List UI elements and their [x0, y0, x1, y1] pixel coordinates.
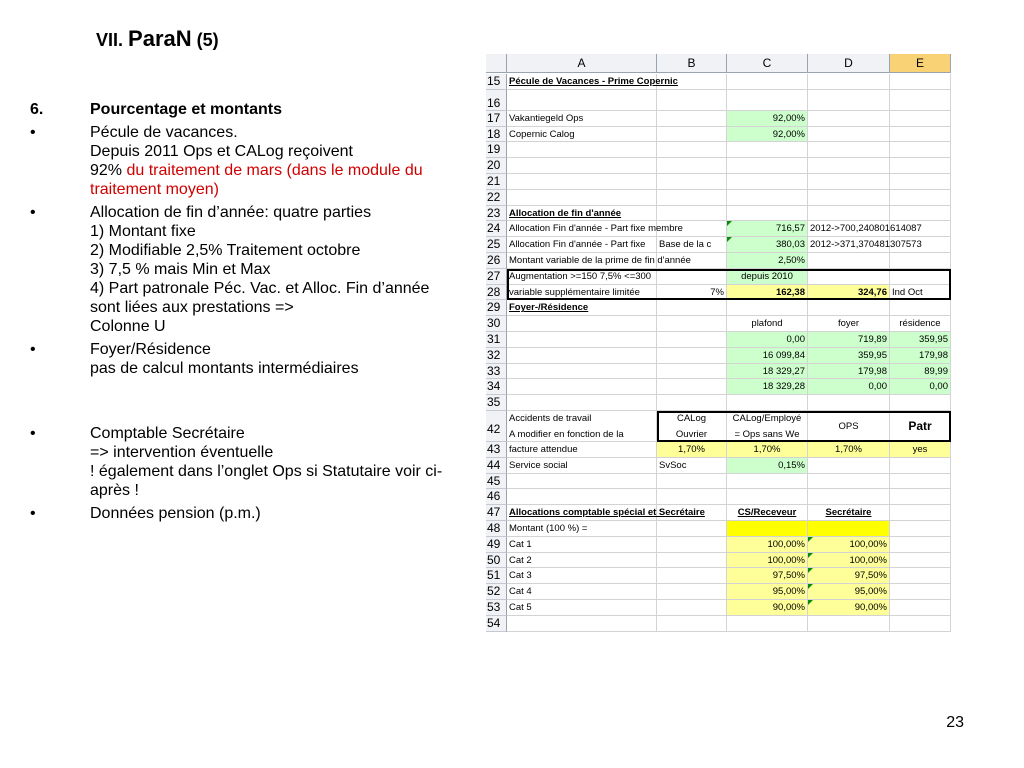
- row-header[interactable]: 32: [486, 348, 507, 364]
- bullet-marker: •: [30, 505, 36, 522]
- cell-text-line: Accidents de travail: [509, 413, 592, 424]
- cell-e43[interactable]: yes: [890, 442, 951, 458]
- bullet-item: [30, 504, 445, 523]
- column-header-c[interactable]: C: [727, 54, 808, 73]
- cell-e47[interactable]: [890, 505, 951, 521]
- cell-b32[interactable]: [657, 348, 727, 364]
- cell-e20[interactable]: [890, 158, 951, 174]
- cell-e21[interactable]: [890, 174, 951, 190]
- cell-c32[interactable]: 16 099,84: [727, 348, 808, 364]
- cell-e22[interactable]: [890, 190, 951, 206]
- cell-b16[interactable]: [657, 90, 727, 111]
- cell-e54[interactable]: [890, 616, 951, 632]
- cell-d49[interactable]: 100,00%: [808, 537, 890, 553]
- cell-d18[interactable]: [808, 127, 890, 143]
- cell-b19[interactable]: [657, 142, 727, 158]
- cell-b23[interactable]: [657, 206, 727, 222]
- cell-b47[interactable]: [657, 505, 727, 521]
- cell-e31[interactable]: 359,95: [890, 332, 951, 348]
- cell-d28[interactable]: 324,76: [808, 285, 890, 301]
- cell-c31[interactable]: 0,00: [727, 332, 808, 348]
- spacer: [30, 382, 445, 424]
- row-header[interactable]: 26: [486, 253, 507, 269]
- row-header[interactable]: 53: [486, 600, 507, 616]
- cell-a27[interactable]: Augmentation >=150 7,5% <=300: [507, 269, 657, 285]
- title-suffix: (5): [196, 30, 219, 50]
- cell-b35[interactable]: [657, 395, 727, 411]
- cell-c22[interactable]: [727, 190, 808, 206]
- cell-a28[interactable]: variable supplémentaire limitée: [507, 285, 657, 301]
- cell-c43[interactable]: 1,70%: [727, 442, 808, 458]
- cell-c35[interactable]: [727, 395, 808, 411]
- row-header[interactable]: 34: [486, 379, 507, 395]
- bullet-line: Pécule de vacances.: [90, 124, 238, 141]
- page-number: 23: [946, 714, 964, 731]
- cell-e27[interactable]: [890, 269, 951, 285]
- cell-a17[interactable]: Vakantiegeld Ops: [507, 111, 657, 127]
- bullet-line: Données pension (p.m.): [90, 505, 261, 522]
- cell-a34[interactable]: [507, 379, 657, 395]
- cell-b49[interactable]: [657, 537, 727, 553]
- cell-c45[interactable]: [727, 474, 808, 490]
- cell-b26[interactable]: [657, 253, 727, 269]
- bullet-line: 3) 7,5 % mais Min et Max: [90, 261, 271, 278]
- cell-c26[interactable]: 2,50%: [727, 253, 808, 269]
- select-all-corner[interactable]: [486, 54, 507, 73]
- cell-a23[interactable]: Allocation de fin d'année: [507, 206, 657, 222]
- row-header[interactable]: 45: [486, 474, 507, 490]
- row-header[interactable]: 46: [486, 489, 507, 505]
- cell-b53[interactable]: [657, 600, 727, 616]
- cell-a22[interactable]: [507, 190, 657, 206]
- cell-a31[interactable]: [507, 332, 657, 348]
- cell-a15[interactable]: Pécule de Vacances - Prime Copernic: [507, 74, 657, 90]
- row-header[interactable]: 49: [486, 537, 507, 553]
- cell-a25[interactable]: Allocation Fin d'année - Part fixe: [507, 237, 657, 253]
- cell-a50[interactable]: Cat 2: [507, 553, 657, 569]
- row-header[interactable]: 16: [486, 90, 507, 111]
- heading-number: 6.: [30, 101, 44, 118]
- cell-d46[interactable]: [808, 489, 890, 505]
- bullet-line: Comptable Secrétaire: [90, 425, 245, 442]
- cell-e45[interactable]: [890, 474, 951, 490]
- row-header[interactable]: 27: [486, 269, 507, 285]
- cell-text-line: A modifier en fonction de la: [509, 428, 624, 440]
- cell-d15[interactable]: [808, 74, 890, 90]
- cell-d29[interactable]: [808, 300, 890, 316]
- cell-a33[interactable]: [507, 364, 657, 380]
- cell-e16[interactable]: [890, 90, 951, 111]
- row-header[interactable]: 23: [486, 206, 507, 222]
- row-header[interactable]: 48: [486, 521, 507, 537]
- cell-e26[interactable]: [890, 253, 951, 269]
- spreadsheet-image: [486, 54, 953, 677]
- cell-c47[interactable]: CS/Receveur: [727, 505, 808, 521]
- cell-d33[interactable]: 179,98: [808, 364, 890, 380]
- cell-e42[interactable]: Patr: [890, 411, 951, 442]
- bullet-line: 1) Montant fixe: [90, 223, 196, 240]
- cell-e50[interactable]: [890, 553, 951, 569]
- cell-b48[interactable]: [657, 521, 727, 537]
- cell-e44[interactable]: [890, 458, 951, 474]
- cell-b15[interactable]: [657, 74, 727, 90]
- cell-d48[interactable]: [808, 521, 890, 537]
- cell-d16[interactable]: [808, 90, 890, 111]
- cell-a18[interactable]: Copernic Calog: [507, 127, 657, 143]
- cell-c23[interactable]: [727, 206, 808, 222]
- bullet-marker: •: [30, 341, 36, 358]
- cell-d51[interactable]: 97,50%: [808, 568, 890, 584]
- row-header[interactable]: 33: [486, 364, 507, 380]
- cell-a48[interactable]: Montant (100 %) =: [507, 521, 657, 537]
- cell-a19[interactable]: [507, 142, 657, 158]
- bullet-line: 2) Modifiable 2,5% Traitement octobre: [90, 242, 361, 259]
- cell-b51[interactable]: [657, 568, 727, 584]
- bullet-marker: •: [30, 425, 36, 442]
- cell-c49[interactable]: 100,00%: [727, 537, 808, 553]
- cell-e53[interactable]: [890, 600, 951, 616]
- cell-c46[interactable]: [727, 489, 808, 505]
- cell-a43[interactable]: facture attendue: [507, 442, 657, 458]
- cell-e29[interactable]: [890, 300, 951, 316]
- comment-indicator-icon: [808, 600, 813, 605]
- cell-b34[interactable]: [657, 379, 727, 395]
- row-header[interactable]: 21: [486, 174, 507, 190]
- row-header[interactable]: 18: [486, 127, 507, 143]
- cell-e19[interactable]: [890, 142, 951, 158]
- cell-e35[interactable]: [890, 395, 951, 411]
- cell-e30[interactable]: résidence: [890, 316, 951, 332]
- cell-b18[interactable]: [657, 127, 727, 143]
- column-header-e[interactable]: E: [890, 54, 951, 73]
- comment-indicator-icon: [808, 568, 813, 573]
- cell-c21[interactable]: [727, 174, 808, 190]
- cell-c16[interactable]: [727, 90, 808, 111]
- cell-c27[interactable]: depuis 2010: [727, 269, 808, 285]
- cell-a30[interactable]: [507, 316, 657, 332]
- cell-c52[interactable]: 95,00%: [727, 584, 808, 600]
- row-header[interactable]: 43: [486, 442, 507, 458]
- cell-d45[interactable]: [808, 474, 890, 490]
- cell-b45[interactable]: [657, 474, 727, 490]
- cell-e48[interactable]: [890, 521, 951, 537]
- comment-indicator-icon: [808, 584, 813, 589]
- cell-b52[interactable]: [657, 584, 727, 600]
- comment-indicator-icon: [808, 537, 813, 542]
- bullet-item: [30, 340, 445, 378]
- row-header[interactable]: 20: [486, 158, 507, 174]
- bullet-line: 4) Part patronale Péc. Vac. et Alloc. Fin d’année sont liées aux prestations =>: [90, 280, 430, 316]
- bullet-line: Foyer/Résidence: [90, 341, 211, 358]
- cell-e34[interactable]: 0,00: [890, 379, 951, 395]
- row-header[interactable]: 29: [486, 300, 507, 316]
- cell-b50[interactable]: [657, 553, 727, 569]
- cell-a42[interactable]: [507, 411, 657, 442]
- cell-c20[interactable]: [727, 158, 808, 174]
- cell-b25[interactable]: Base de la c: [657, 237, 727, 253]
- cell-d32[interactable]: 359,95: [808, 348, 890, 364]
- cell-d54[interactable]: [808, 616, 890, 632]
- cell-c18[interactable]: 92,00%: [727, 127, 808, 143]
- cell-e49[interactable]: [890, 537, 951, 553]
- cell-a49[interactable]: Cat 1: [507, 537, 657, 553]
- cell-c19[interactable]: [727, 142, 808, 158]
- cell-c34[interactable]: 18 329,28: [727, 379, 808, 395]
- row-header[interactable]: 19: [486, 142, 507, 158]
- cell-b17[interactable]: [657, 111, 727, 127]
- cell-d53[interactable]: 90,00%: [808, 600, 890, 616]
- row-header[interactable]: 15: [486, 74, 507, 90]
- cell-a46[interactable]: [507, 489, 657, 505]
- column-header-a[interactable]: A: [507, 54, 657, 73]
- bullet-line: Colonne U: [90, 318, 166, 335]
- cell-e24[interactable]: [890, 221, 951, 237]
- cell-a32[interactable]: [507, 348, 657, 364]
- slide-body: [30, 100, 445, 527]
- row-header[interactable]: 42: [486, 411, 507, 442]
- row-header[interactable]: 31: [486, 332, 507, 348]
- bullet-item: [30, 424, 445, 500]
- cell-b28[interactable]: 7%: [657, 285, 727, 301]
- cell-c17[interactable]: 92,00%: [727, 111, 808, 127]
- cell-c15[interactable]: [727, 74, 808, 90]
- row-header[interactable]: 30: [486, 316, 507, 332]
- cell-b43[interactable]: 1,70%: [657, 442, 727, 458]
- cell-a47[interactable]: Allocations comptable spécial et Secrétaire: [507, 505, 657, 521]
- cell-d30[interactable]: foyer: [808, 316, 890, 332]
- cell-b54[interactable]: [657, 616, 727, 632]
- column-header-d[interactable]: D: [808, 54, 890, 73]
- cell-a35[interactable]: [507, 395, 657, 411]
- cell-c30[interactable]: plafond: [727, 316, 808, 332]
- cell-c24[interactable]: 716,57: [727, 221, 808, 237]
- cell-b46[interactable]: [657, 489, 727, 505]
- cell-e33[interactable]: 89,99: [890, 364, 951, 380]
- bullet-line: ! également dans l’onglet Ops si Statutaire voir ci-après !: [90, 463, 443, 499]
- row-header[interactable]: 51: [486, 568, 507, 584]
- cell-e32[interactable]: 179,98: [890, 348, 951, 364]
- cell-c29[interactable]: [727, 300, 808, 316]
- cell-c53[interactable]: 90,00%: [727, 600, 808, 616]
- row-header[interactable]: 35: [486, 395, 507, 411]
- cell-b31[interactable]: [657, 332, 727, 348]
- row-header[interactable]: 28: [486, 285, 507, 301]
- slide-title: [96, 26, 219, 52]
- bullet-line: 92% du traitement de mars (dans le module du traitement moyen): [90, 162, 423, 198]
- cell-a44[interactable]: Service social: [507, 458, 657, 474]
- heading-text: Pourcentage et montants: [90, 101, 283, 118]
- cell-e23[interactable]: [890, 206, 951, 222]
- bullet-item: [30, 123, 445, 199]
- comment-indicator-icon: [727, 237, 732, 242]
- cell-c25[interactable]: 380,03: [727, 237, 808, 253]
- cell-d19[interactable]: [808, 142, 890, 158]
- cell-b42[interactable]: [657, 411, 727, 442]
- cell-c48[interactable]: [727, 521, 808, 537]
- cell-d31[interactable]: 719,89: [808, 332, 890, 348]
- section-heading: [30, 100, 445, 119]
- cell-c28[interactable]: 162,38: [727, 285, 808, 301]
- cell-text-line: Ouvrier: [675, 428, 708, 440]
- bullet-line: => intervention éventuelle: [90, 444, 274, 461]
- cell-b29[interactable]: [657, 300, 727, 316]
- cell-a16[interactable]: [507, 90, 657, 111]
- cell-a51[interactable]: Cat 3: [507, 568, 657, 584]
- cell-b27[interactable]: [657, 269, 727, 285]
- comment-indicator-icon: [727, 221, 732, 226]
- cell-d34[interactable]: 0,00: [808, 379, 890, 395]
- cell-a54[interactable]: [507, 616, 657, 632]
- cell-d25[interactable]: 2012->371,370481307573: [808, 237, 890, 253]
- bullet-line: pas de calcul montants intermédiaires: [90, 360, 359, 377]
- cell-a20[interactable]: [507, 158, 657, 174]
- cell-e46[interactable]: [890, 489, 951, 505]
- row-header[interactable]: 22: [486, 190, 507, 206]
- cell-d23[interactable]: [808, 206, 890, 222]
- bullet-item: [30, 203, 445, 336]
- row-header[interactable]: 52: [486, 584, 507, 600]
- cell-d24[interactable]: 2012->700,240801614087: [808, 221, 890, 237]
- row-header[interactable]: 25: [486, 237, 507, 253]
- cell-c50[interactable]: 100,00%: [727, 553, 808, 569]
- bullet-marker: •: [30, 204, 36, 221]
- cell-a52[interactable]: Cat 4: [507, 584, 657, 600]
- cell-d52[interactable]: 95,00%: [808, 584, 890, 600]
- bullet-line: Allocation de fin d’année: quatre parties: [90, 204, 372, 221]
- cell-c42[interactable]: [727, 411, 808, 442]
- bullet-line: Depuis 2011 Ops et CALog reçoivent: [90, 143, 353, 160]
- row-header[interactable]: 54: [486, 616, 507, 632]
- cell-d21[interactable]: [808, 174, 890, 190]
- cell-a26[interactable]: Montant variable de la prime de fin d'année: [507, 253, 657, 269]
- row-header[interactable]: 44: [486, 458, 507, 474]
- cell-b22[interactable]: [657, 190, 727, 206]
- cell-e52[interactable]: [890, 584, 951, 600]
- cell-text-line: CALog/Employé: [732, 413, 802, 424]
- cell-d26[interactable]: [808, 253, 890, 269]
- cell-text-line: = Ops sans We: [734, 428, 800, 440]
- title-main: ParaN: [128, 26, 192, 51]
- row-header[interactable]: 47: [486, 505, 507, 521]
- cell-e18[interactable]: [890, 127, 951, 143]
- cell-e51[interactable]: [890, 568, 951, 584]
- cell-d44[interactable]: [808, 458, 890, 474]
- bullet-list: [30, 123, 445, 523]
- cell-b20[interactable]: [657, 158, 727, 174]
- row-header[interactable]: 50: [486, 553, 507, 569]
- cell-a53[interactable]: Cat 5: [507, 600, 657, 616]
- row-header[interactable]: 17: [486, 111, 507, 127]
- cell-b33[interactable]: [657, 364, 727, 380]
- cell-e28[interactable]: Ind Oct: [890, 285, 951, 301]
- cell-b44[interactable]: SvSoc: [657, 458, 727, 474]
- cell-e17[interactable]: [890, 111, 951, 127]
- column-header-b[interactable]: B: [657, 54, 727, 73]
- cell-c44[interactable]: 0,15%: [727, 458, 808, 474]
- cell-d47[interactable]: Secrétaire: [808, 505, 890, 521]
- cell-c33[interactable]: 18 329,27: [727, 364, 808, 380]
- cell-b21[interactable]: [657, 174, 727, 190]
- cell-text-line: CALog: [676, 413, 707, 424]
- cell-a21[interactable]: [507, 174, 657, 190]
- cell-a29[interactable]: Foyer-/Résidence: [507, 300, 657, 316]
- cell-e25[interactable]: [890, 237, 951, 253]
- highlight-text: du traitement de mars (dans le module du traitement moyen): [90, 162, 423, 198]
- cell-a45[interactable]: [507, 474, 657, 490]
- cell-c51[interactable]: 97,50%: [727, 568, 808, 584]
- title-prefix: VII.: [96, 30, 124, 50]
- row-header[interactable]: 24: [486, 221, 507, 237]
- cell-d50[interactable]: 100,00%: [808, 553, 890, 569]
- bullet-marker: •: [30, 124, 36, 141]
- cell-d43[interactable]: 1,70%: [808, 442, 890, 458]
- cell-d42[interactable]: OPS: [808, 411, 890, 442]
- cell-b24[interactable]: [657, 221, 727, 237]
- cell-d22[interactable]: [808, 190, 890, 206]
- cell-d35[interactable]: [808, 395, 890, 411]
- cell-a24[interactable]: Allocation Fin d'année - Part fixe membre: [507, 221, 657, 237]
- cell-d17[interactable]: [808, 111, 890, 127]
- cell-d27[interactable]: [808, 269, 890, 285]
- cell-c54[interactable]: [727, 616, 808, 632]
- cell-b30[interactable]: [657, 316, 727, 332]
- cell-d20[interactable]: [808, 158, 890, 174]
- cell-e15[interactable]: [890, 74, 951, 90]
- comment-indicator-icon: [808, 553, 813, 558]
